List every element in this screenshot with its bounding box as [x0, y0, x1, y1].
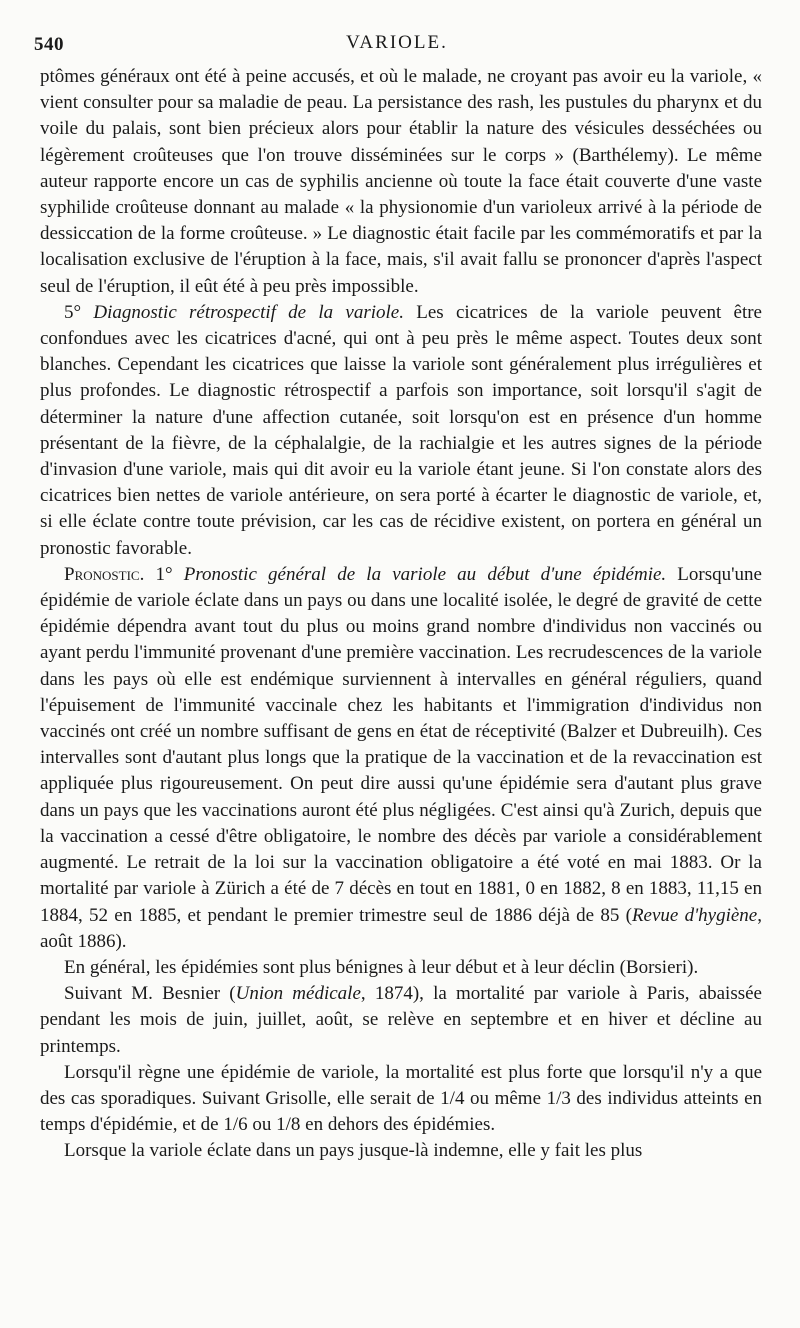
section-number: 5°: [64, 301, 94, 323]
paragraph-text: Les cicatrices de la variole peuvent être confondues avec les cicatrices d'acné, qui ont à peu près le même aspect. Toutes deux sont blanches. Cependant les cicatrices que laisse la variole sont généralement plus irrégulières et plus profondes. Le diagnostic rétrospectif a parfois son importance, soit lorsqu'il s'agit de déterminer la nature d'une affection cutanée, soit lorsqu'on est en présence d'un homme présentant de la fièvre, de la céphalalgie, de la rachialgie et les autres signes de la période d'invasion d'une variole, mais qui dit avoir eu la variole étant jeune. Si l'on constate alors des cicatrices bien nettes de variole antérieure, on sera porté à écarter le diagnostic de variole, et, si elle éclate contre toute prévision, car les cas de récidive existent, on portera en général un pronostic favorable.: [40, 301, 762, 559]
paragraph-retrospective-diagnosis: [40, 300, 762, 562]
paragraph-text-end: , 1874), la mortalité par variole à Paris, abaissée pendant les mois de juin, juillet, août, se relève en septembre et en hiver et décline au printemps.: [40, 983, 762, 1057]
running-title: VARIOLE.: [346, 32, 448, 53]
paragraph-continuation: [40, 64, 762, 300]
paragraph-text-end: , août 1886).: [40, 904, 762, 952]
paragraph-text: Lorsqu'il règne une épidémie de variole, la mortalité est plus forte que lorsqu'il n'y a que des cas sporadiques. Suivant Grisolle, elle serait de 1/4 ou même 1/3 des individus atteints en temps d'épidémie, et de 1/6 ou 1/8 en dehors des épidémies.: [40, 1061, 762, 1136]
page-number: 540: [34, 34, 64, 55]
section-label: Pronostic.: [64, 563, 145, 585]
section-heading: Pronostic général de la variole au début d'une épidémie.: [183, 563, 667, 585]
paragraph-prognosis: [40, 562, 762, 955]
paragraph-besnier: [40, 981, 762, 1060]
paragraph-grisolle: [40, 1060, 762, 1139]
section-number: 1°: [144, 563, 184, 585]
citation-title: Union médicale: [235, 983, 361, 1005]
paragraph-text: Lorsque la variole éclate dans un pays jusque-là indemne, elle y fait les plus: [64, 1140, 643, 1162]
paragraph-text: Suivant M. Besnier (: [64, 983, 236, 1005]
paragraph-final: [40, 1138, 762, 1164]
citation-title: Revue d'hygiène: [631, 904, 758, 926]
paragraph-text: En général, les épidémies sont plus bénignes à leur début et à leur déclin (Borsieri).: [64, 956, 699, 978]
paragraph-text: Lorsqu'une épidémie de variole éclate dans un pays ou dans une localité isolée, le degré de gravité de cette épidémie dépendra avant tout du plus ou moins grand nombre d'individus non vaccinés ou ayant perdu l'immunité provenant d'une première vaccination. Les recrudescences de la variole dans les pays où elle est endémique surviennent à intervalles en général réguliers, quand l'épuisement de l'immunité vaccinale chez les habitants et l'immigration d'individus non vaccinés ont créé un nombre suffisant de gens en état de réceptivité (Balzer et Dubreuilh). Ces intervalles sont d'autant plus longs que la pratique de la vaccination et de la revaccination est appliquée plus rigoureusement. On peut dire aussi qu'une épidémie sera d'autant plus grave dans un pays que les vaccinations auront été plus négligées. C'est ainsi qu'à Zurich, depuis que la vaccination a cessé d'être obligatoire, le nombre des décès par variole a considérablement augmenté. Le retrait de la loi sur la vaccination obligatoire a été voté en mai 1883. Or la mortalité par variole à Zürich a été de 7 décès en tout en 1881, 0 en 1882, 8 en 1883, 11,15 en 1884, 52 en 1885, et pendant le premier trimestre seul de 1886 déjà de 85 (: [40, 563, 762, 926]
section-heading: Diagnostic rétrospectif de la variole.: [93, 301, 404, 323]
page-header: [34, 30, 760, 58]
body-text: [40, 64, 762, 1165]
paragraph-text: ptômes généraux ont été à peine accusés, et où le malade, ne croyant pas avoir eu la variole, « vient consulter pour sa maladie de peau. La persistance des rash, les pustules du pharynx et du voile du palais, sont bien précieux alors pour établir la nature des vésicules desséchées ou légèrement croûteuses que l'on trouve disséminées sur le corps » (Barthélemy). Le même auteur rapporte encore un cas de syphilis ancienne où toute la face était couverte d'une vaste syphilide croûteuse donnant au malade « la physionomie d'un varioleux arrivé à la période de dessiccation de la forme croûteuse. » Le diagnostic était facile par les commémoratifs et par la localisation exclusive de l'éruption à la face, mais, s'il avait fallu se prononcer d'après l'aspect seul de l'éruption, il eût été à peu près impossible.: [40, 66, 762, 297]
paragraph-general: [40, 955, 762, 981]
